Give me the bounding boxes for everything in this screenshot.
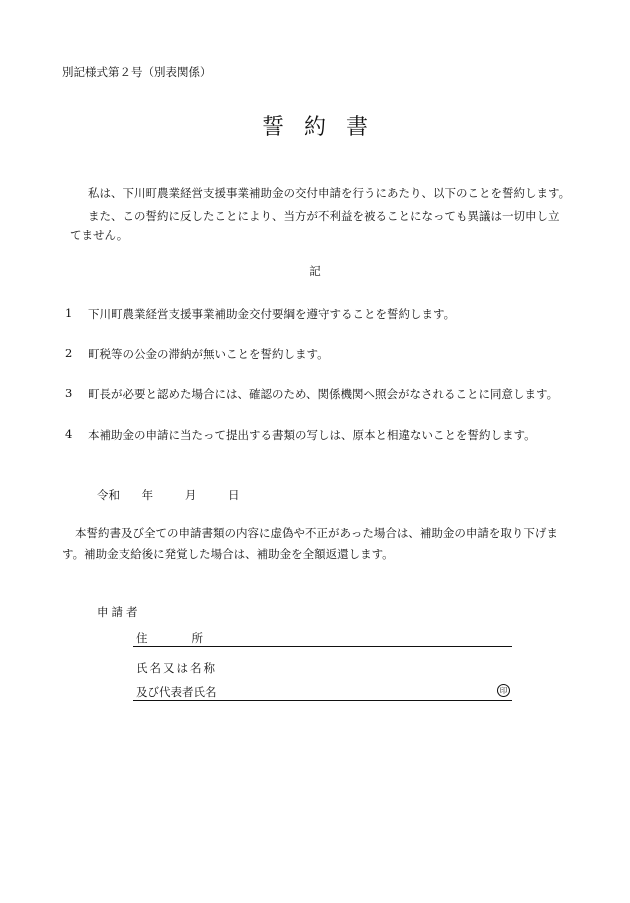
seal-mark-icon: 印 [497, 684, 510, 697]
date-year: 年 [141, 488, 154, 502]
declaration-note-line-1: 本誓約書及び全ての申請書類の内容に虚偽や不正があった場合は、補助金の申請を取り下げま [75, 526, 558, 540]
name-label-line-2: 及び代表者氏名 [136, 685, 217, 699]
ki-heading: 記 [309, 264, 321, 278]
list-item: 下川町農業経営支援事業補助金交付要綱を遵守することを誓約します。 [88, 307, 456, 321]
pledge-paragraph-1: 私は、下川町農業経営支援事業補助金の交付申請を行うにあたり、以下のことを誓約します。 [88, 186, 571, 200]
date-line [97, 487, 239, 503]
pledge-paragraph-2-line-2: てません。 [70, 228, 129, 242]
item-number: 3 [65, 386, 73, 400]
document-title: 誓約書 [261, 115, 388, 140]
item-number: 1 [65, 306, 73, 320]
list-item: 町税等の公金の滞納が無いことを誓約します。 [88, 347, 329, 361]
date-day: 日 [227, 488, 240, 502]
address-field[interactable] [133, 630, 512, 647]
list-item: 本補助金の申請に当たって提出する書類の写しは、原本と相違ないことを誓約します。 [88, 428, 536, 442]
address-label: 住所 [136, 631, 247, 645]
name-label-line-1: 氏名又は名称 [136, 661, 217, 675]
date-era: 令和 [97, 488, 120, 502]
applicant-heading: 申請者 [97, 605, 141, 619]
item-number: 2 [65, 346, 73, 360]
declaration-note-line-2: す。補助金支給後に発覚した場合は、補助金を全額返還します。 [62, 547, 394, 561]
date-month: 月 [184, 488, 197, 502]
form-label: 別記様式第２号（別表関係） [62, 65, 212, 79]
item-number: 4 [65, 427, 73, 441]
name-field[interactable] [133, 684, 512, 701]
pledge-paragraph-2-line-1: また、この誓約に反したことにより、当方が不利益を被ることになっても異議は一切申し立 [88, 209, 560, 223]
list-item: 町長が必要と認めた場合には、確認のため、関係機関へ照会がなされることに同意します。 [88, 387, 559, 401]
